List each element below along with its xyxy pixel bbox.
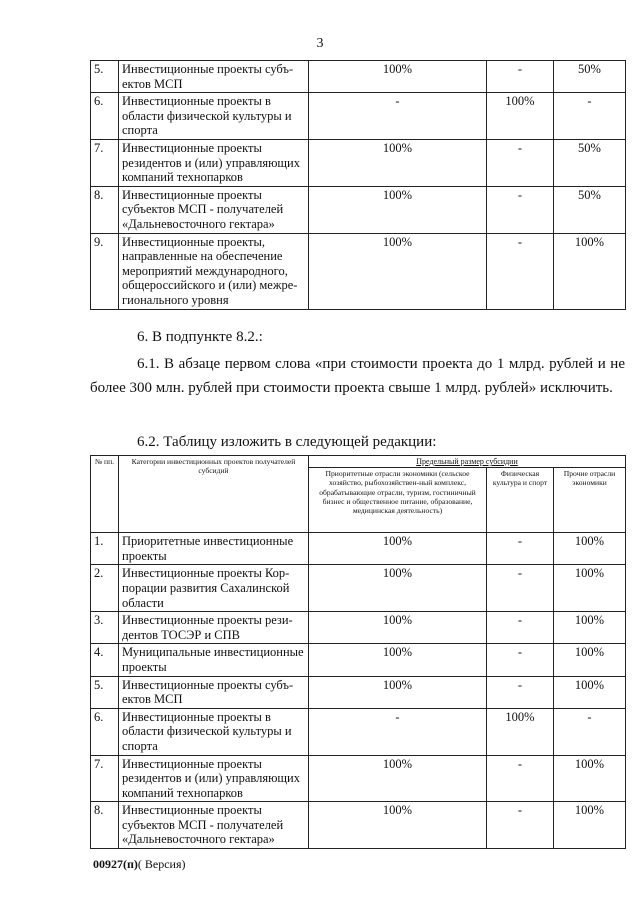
row-priority-value: 100% (309, 565, 487, 612)
row-priority-value: 100% (309, 186, 487, 233)
row-sport-value: - (487, 802, 554, 849)
row-number: 3. (91, 612, 119, 644)
row-priority-value: 100% (309, 676, 487, 708)
row-number: 5. (91, 61, 119, 93)
header-category: Категории инвестиционных проектов получателей субсидий (119, 456, 309, 533)
row-number: 9. (91, 233, 119, 309)
row-priority-value: 100% (309, 233, 487, 309)
row-number: 8. (91, 802, 119, 849)
header-priority: Приоритетные отрасли экономики (сельское хозяйство, рыбохозяйствен-ный комплекс, обрабатывающие отрасли, туризм, гостиничный бизнес и общественное питание, образование, медицинская деятельность) (309, 468, 487, 533)
table-row (91, 533, 626, 565)
row-priority-value: 100% (309, 139, 487, 186)
row-other-value: 50% (554, 139, 626, 186)
row-other-value: 100% (554, 233, 626, 309)
row-category: Инвестиционные проекты рези-дентов ТОСЭР и СПВ (119, 612, 309, 644)
row-number: 4. (91, 644, 119, 676)
row-sport-value: - (487, 533, 554, 565)
row-number: 6. (91, 93, 119, 140)
row-other-value: 100% (554, 802, 626, 849)
row-number: 1. (91, 533, 119, 565)
document-code: 00927(п) (93, 857, 138, 871)
table-row (91, 802, 626, 849)
header-other: Прочие отрасли экономики (554, 468, 626, 533)
row-sport-value: 100% (487, 93, 554, 140)
table-row (91, 676, 626, 708)
table-row (91, 93, 626, 140)
row-category: Инвестиционные проекты субъектов МСП - получателей «Дальневосточного гектара» (119, 186, 309, 233)
row-other-value: 100% (554, 533, 626, 565)
row-other-value: 50% (554, 61, 626, 93)
row-priority-value: 100% (309, 755, 487, 802)
row-category: Инвестиционные проекты резидентов и (или) управляющих компаний технопарков (119, 755, 309, 802)
row-other-value: 100% (554, 644, 626, 676)
row-priority-value: 100% (309, 802, 487, 849)
row-category: Инвестиционные проекты, направленные на обеспечение мероприятий международного, общероссийского и (или) межре-гионального уровня (119, 233, 309, 309)
row-sport-value: - (487, 755, 554, 802)
row-other-value: 100% (554, 612, 626, 644)
paragraph-6-1: 6.1. В абзаце первом слова «при стоимости проекта до 1 млрд. рублей и не более 300 млн. рублей при стоимости проекта свыше 1 млрд. рублей» исключить. (90, 356, 625, 396)
table-row (91, 139, 626, 186)
row-priority-value: - (309, 708, 487, 755)
row-category: Инвестиционные проекты в области физической культуры и спорта (119, 708, 309, 755)
row-category: Инвестиционные проекты Кор-порации развития Сахалинской области (119, 565, 309, 612)
footer-code (93, 857, 186, 872)
row-sport-value: - (487, 612, 554, 644)
row-category: Инвестиционные проекты в области физической культуры и спорта (119, 93, 309, 140)
row-other-value: 100% (554, 676, 626, 708)
header-num: № пп. (91, 456, 119, 533)
row-sport-value: - (487, 233, 554, 309)
row-number: 7. (91, 755, 119, 802)
row-priority-value: 100% (309, 533, 487, 565)
row-number: 6. (91, 708, 119, 755)
version-label: ( Версия) (137, 857, 186, 871)
table-row (91, 233, 626, 309)
row-sport-value: - (487, 186, 554, 233)
row-other-value: - (554, 93, 626, 140)
row-category: Приоритетные инвестиционные проекты (119, 533, 309, 565)
table-row (91, 612, 626, 644)
page-number: 3 (316, 36, 324, 51)
row-other-value: 50% (554, 186, 626, 233)
row-number: 2. (91, 565, 119, 612)
table-row (91, 755, 626, 802)
table-row (91, 61, 626, 93)
row-priority-value: - (309, 93, 487, 140)
row-number: 7. (91, 139, 119, 186)
subsidy-table-continued (90, 60, 626, 310)
row-priority-value: 100% (309, 61, 487, 93)
row-category: Инвестиционные проекты субъ-ектов МСП (119, 676, 309, 708)
row-other-value: 100% (554, 565, 626, 612)
row-sport-value: - (487, 565, 554, 612)
row-other-value: - (554, 708, 626, 755)
table-row (91, 186, 626, 233)
row-sport-value: - (487, 676, 554, 708)
row-sport-value: 100% (487, 708, 554, 755)
row-other-value: 100% (554, 755, 626, 802)
subsidy-table-new (90, 455, 626, 849)
table-row (91, 644, 626, 676)
row-category: Инвестиционные проекты субъ-ектов МСП (119, 61, 309, 93)
row-number: 5. (91, 676, 119, 708)
row-sport-value: - (487, 61, 554, 93)
header-sport: Физическая культура и спорт (487, 468, 554, 533)
row-number: 8. (91, 186, 119, 233)
row-category: Инвестиционные проекты субъектов МСП - получателей «Дальневосточного гектара» (119, 802, 309, 849)
table-row (91, 708, 626, 755)
paragraph-6: 6. В подпункте 8.2.: (137, 329, 263, 345)
row-priority-value: 100% (309, 612, 487, 644)
row-category: Муниципальные инвестиционные проекты (119, 644, 309, 676)
header-group: Предельный размер субсидии (309, 456, 626, 468)
paragraph-6-2: 6.2. Таблицу изложить в следующей редакции: (137, 434, 437, 450)
table-row (91, 565, 626, 612)
row-priority-value: 100% (309, 644, 487, 676)
row-category: Инвестиционные проекты резидентов и (или) управляющих компаний технопарков (119, 139, 309, 186)
row-sport-value: - (487, 139, 554, 186)
table-header-row (91, 456, 626, 468)
row-sport-value: - (487, 644, 554, 676)
